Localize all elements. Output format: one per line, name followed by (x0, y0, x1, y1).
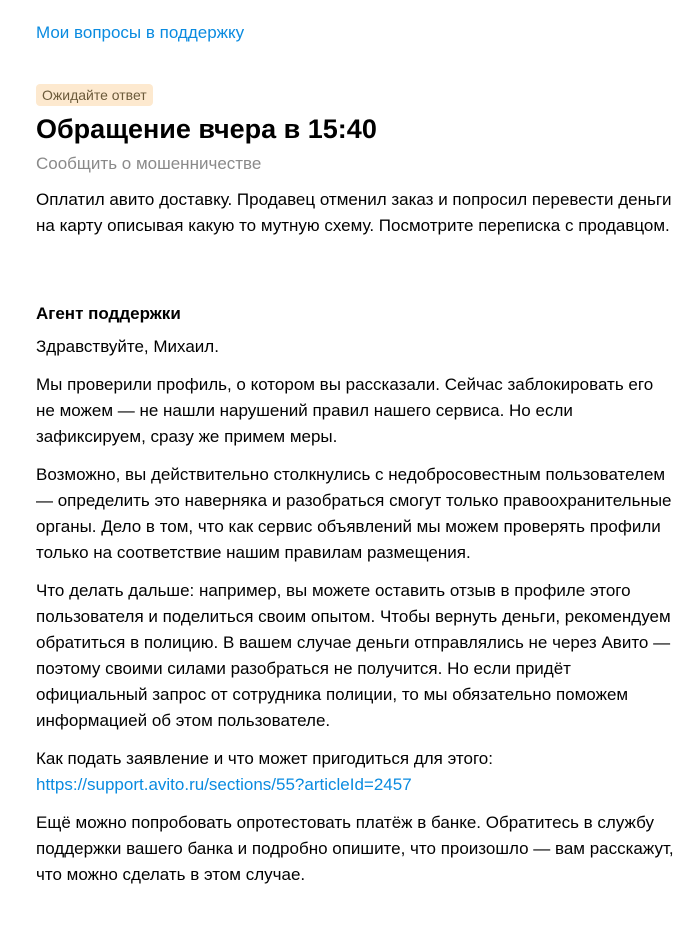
back-to-my-questions-link[interactable]: Мои вопросы в поддержку (36, 23, 245, 42)
agent-paragraph: Возможно, вы действительно столкнулись с недобросовестным пользователем — определить это наверняка и разобраться смогут только правоохранительные органы. Дело в том, что как сервис объявлений мы можем проверять профили только на соответствие нашим правилам размещения. (36, 465, 672, 562)
agent-closing-paragraph: Ещё можно попробовать опротестовать платёж в банке. Обратитесь в службу поддержки вашего банка и подробно опишите, что произошло — вам расскажут, что можно сделать в этом случае. (36, 813, 674, 884)
ticket-category: Сообщить о мошенничестве (36, 154, 262, 173)
agent-link-paragraph (36, 746, 676, 798)
agent-reply (36, 303, 676, 888)
agent-name: Агент поддержки (36, 304, 181, 323)
agent-paragraph: Мы проверили профиль, о котором вы рассказали. Сейчас заблокировать его не можем — не нашли нарушений правил нашего сервиса. Но если зафиксируем, сразу же примем меры. (36, 375, 654, 446)
agent-greeting: Здравствуйте, Михаил. (36, 337, 219, 356)
status-badge: Ожидайте ответ (36, 84, 153, 106)
user-message: Оплатил авито доставку. Продавец отменил заказ и попросил перевести деньги на карту описывая какую то мутную схему. Посмотрите переписка с продавцом. (36, 190, 672, 235)
support-article-link[interactable]: https://support.avito.ru/sections/55?articleId=2457 (36, 775, 412, 794)
agent-paragraph: Что делать дальше: например, вы можете оставить отзыв в профиле этого пользователя и поделиться своим опытом. Чтобы вернуть деньги, рекомендуем обратиться в полицию. В вашем случае деньги отправлялись не через Авито — поэтому своими силами разобраться не получится. Но если придёт официальный запрос от сотрудника полиции, то мы обязательно поможем информацией об этом пользователе. (36, 581, 671, 730)
agent-link-intro: Как подать заявление и что может пригодиться для этого: (36, 749, 493, 768)
page-title: Обращение вчера в 15:40 (36, 114, 377, 144)
